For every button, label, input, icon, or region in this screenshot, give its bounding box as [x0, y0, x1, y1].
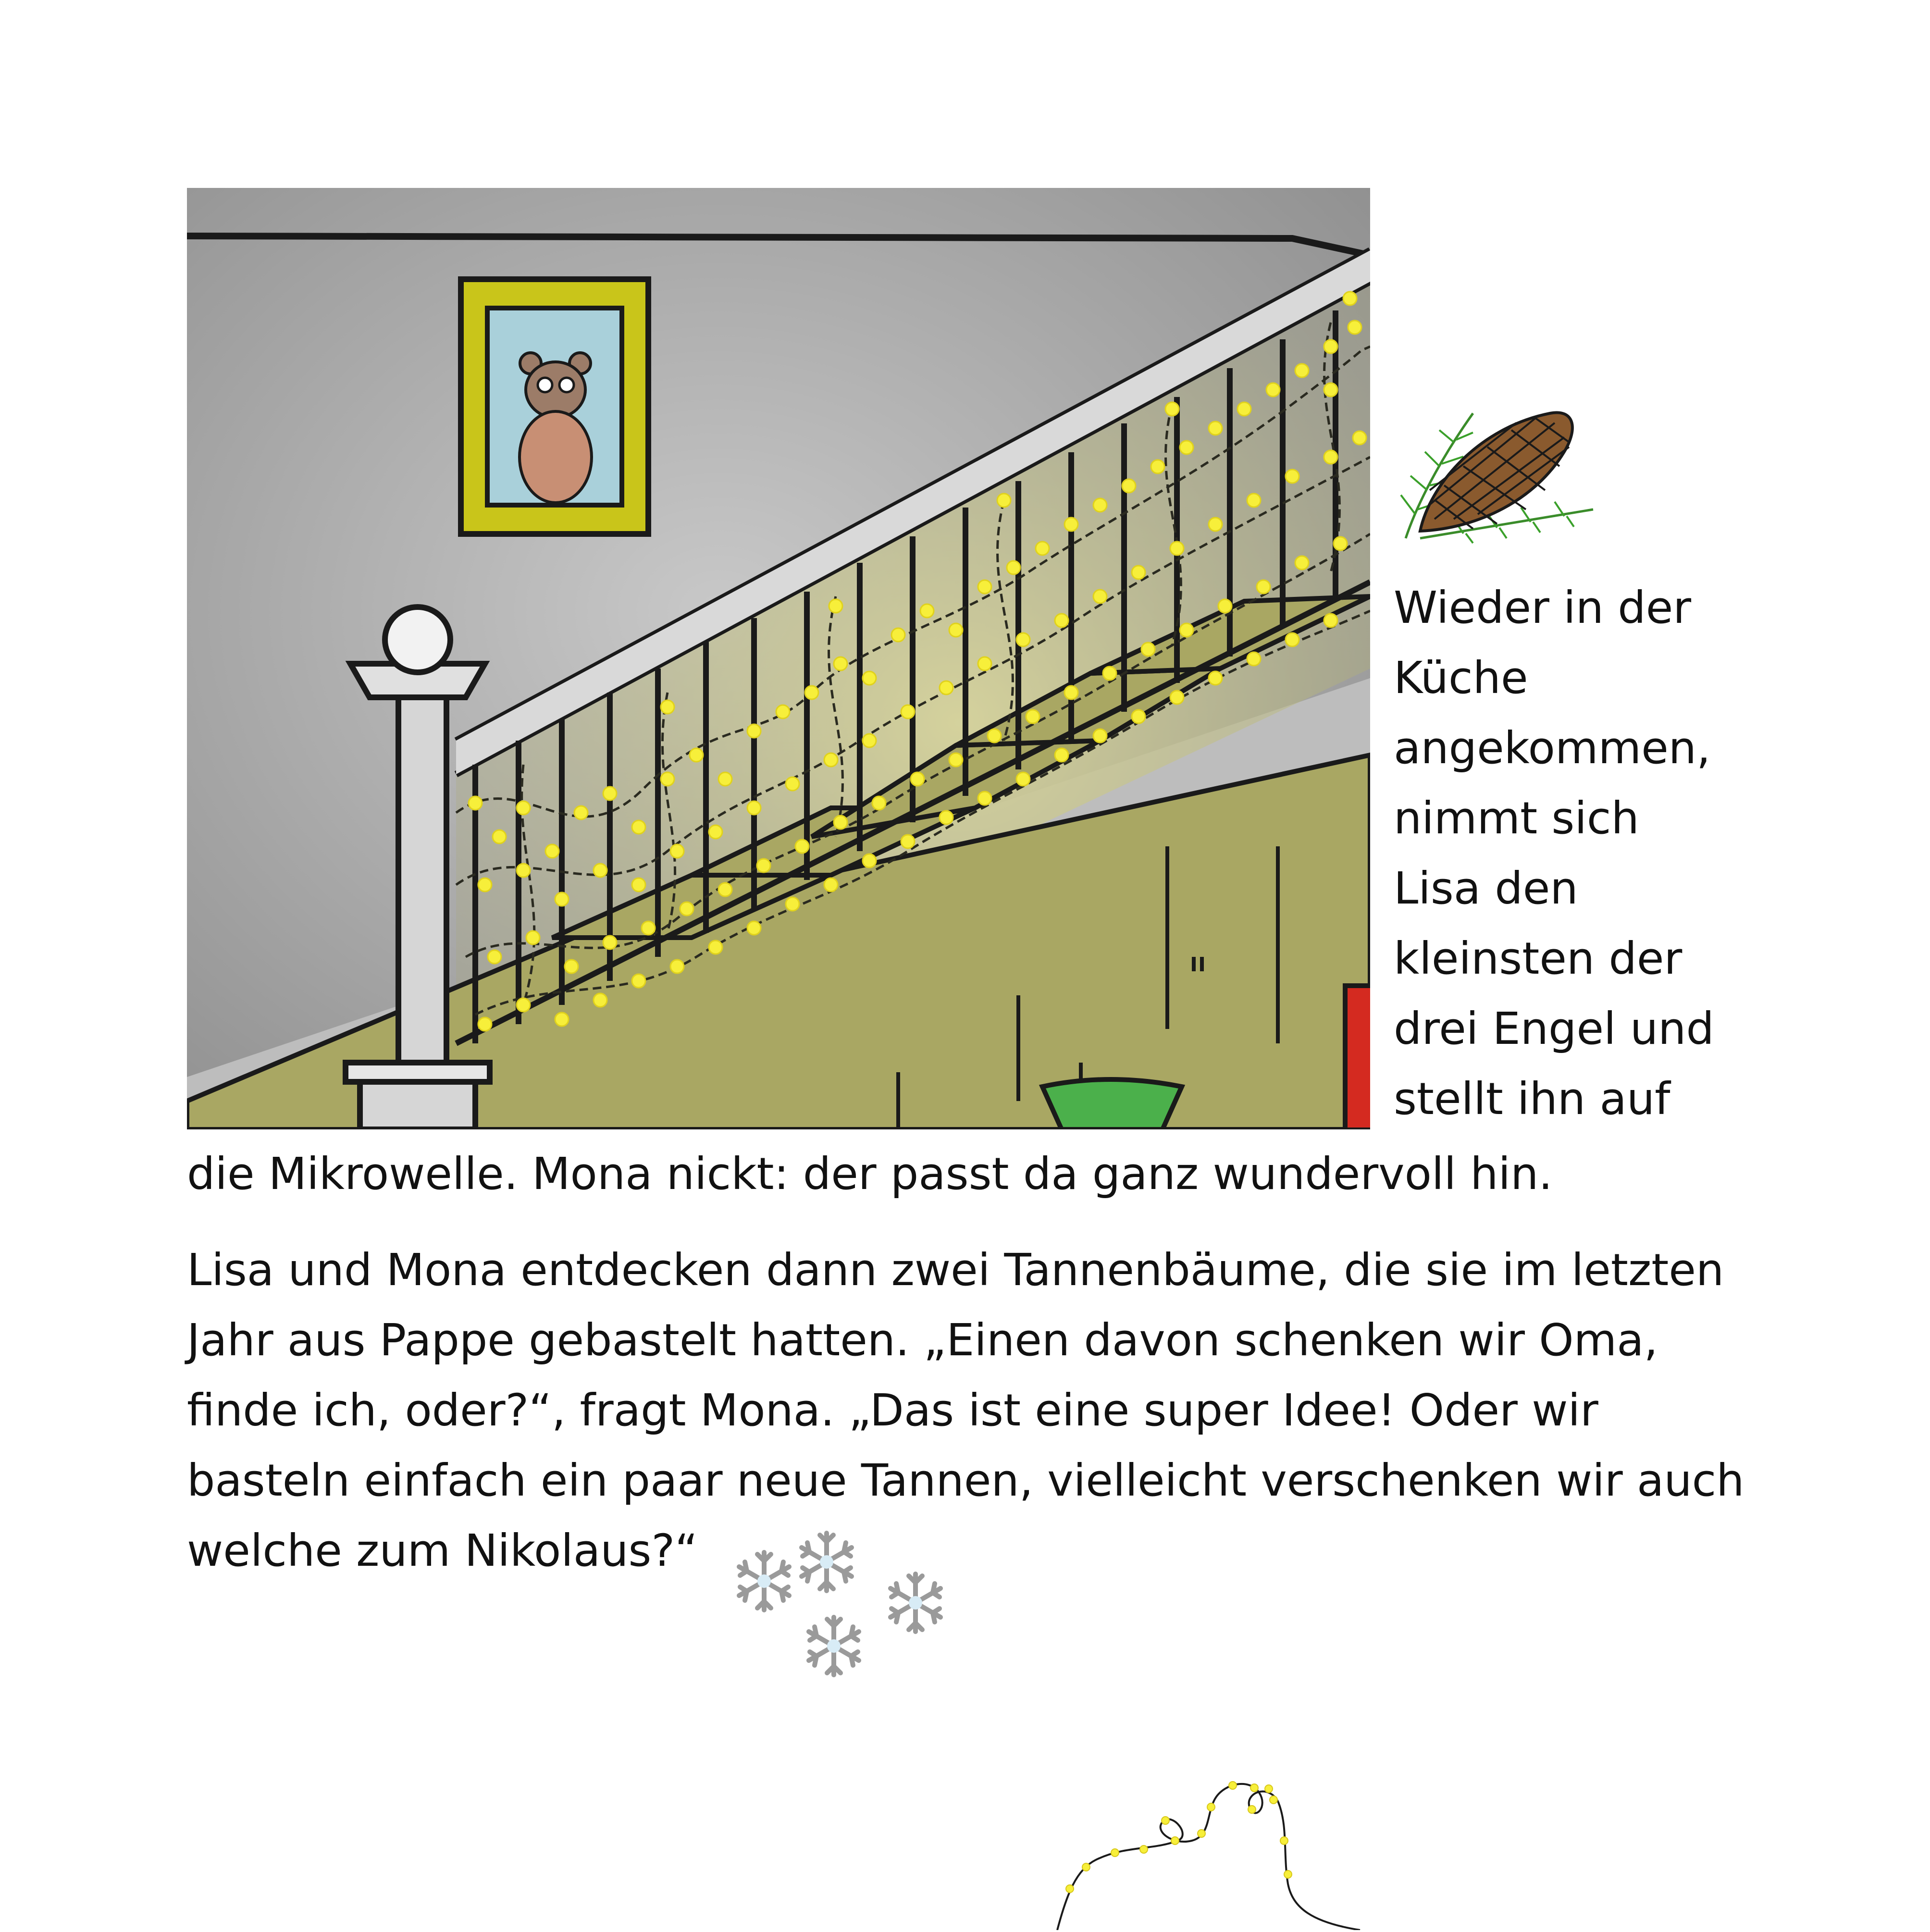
snowflakes-decoration	[730, 1528, 1000, 1701]
snowflake-icon	[891, 1574, 940, 1632]
story-line: finde ich, oder?“, fragt Mona. „Das ist eine super Idee! Oder wir	[187, 1385, 1598, 1436]
staircase-illustration	[187, 188, 1370, 1129]
story-line: basteln einfach ein paar neue Tannen, vielleicht verschenken wir auch	[187, 1455, 1744, 1506]
story-line: Küche	[1394, 652, 1528, 704]
story-line: Lisa den	[1394, 863, 1578, 914]
story-line: Jahr aus Pappe gebastelt hatten. „Einen davon schenken wir Oma,	[187, 1314, 1658, 1366]
story-line: nimmt sich	[1394, 793, 1639, 844]
story-line: kleinsten der	[1394, 933, 1683, 984]
snowflake-icon	[802, 1533, 852, 1591]
story-line: drei Engel und	[1394, 1003, 1714, 1054]
story-line: Wieder in der	[1394, 582, 1692, 633]
story-line: die Mikrowelle. Mona nickt: der passt da ganz wundervoll hin.	[187, 1148, 1553, 1200]
story-line: angekommen,	[1394, 722, 1711, 774]
story-line: stellt ihn auf	[1394, 1073, 1670, 1125]
pinecone-icon	[1391, 399, 1603, 553]
story-line: Lisa und Mona entdecken dann zwei Tannenbäume, die sie im letzten	[187, 1244, 1724, 1296]
fairy-light-string-icon	[1048, 1749, 1384, 1930]
story-line: welche zum Nikolaus?“	[187, 1525, 698, 1576]
snowflake-icon	[809, 1617, 859, 1675]
snowflake-icon	[739, 1552, 789, 1610]
